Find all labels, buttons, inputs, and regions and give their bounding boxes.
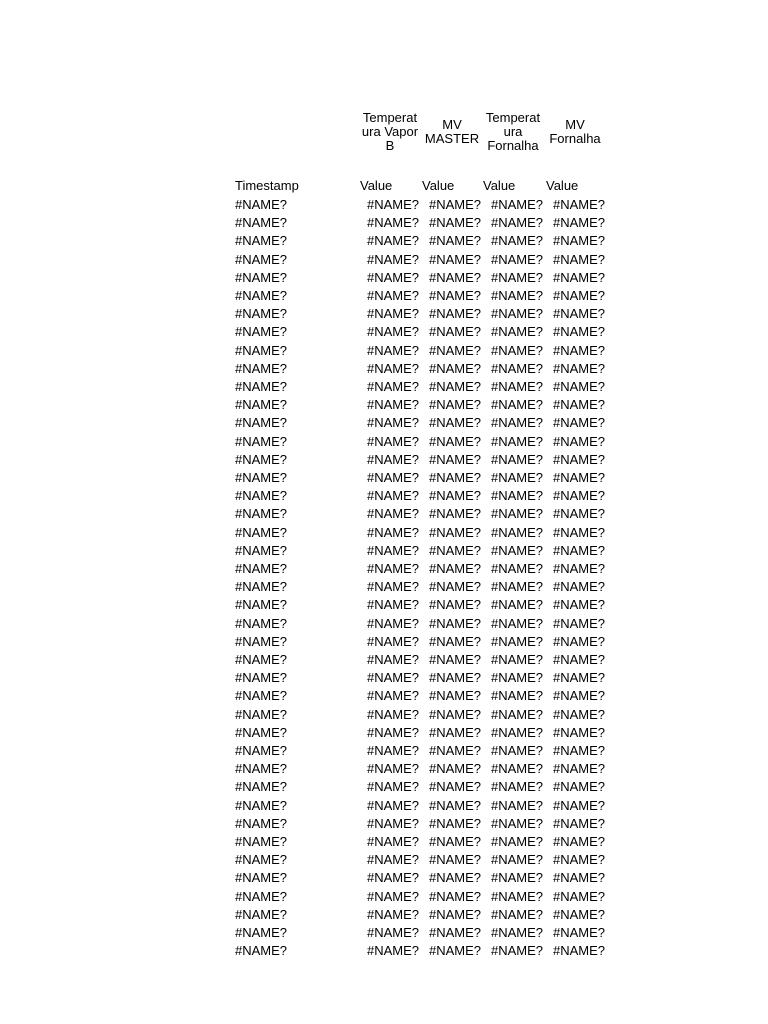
cell-mv-fornalha: #NAME?	[552, 634, 605, 649]
cell-timestamp: #NAME?	[235, 288, 288, 303]
cell-timestamp: #NAME?	[235, 688, 288, 703]
cell-temperatura-vapor-b: #NAME?	[366, 725, 419, 740]
cell-temperatura-vapor-b: #NAME?	[366, 470, 419, 485]
cell-temperatura-fornalha: #NAME?	[490, 397, 543, 412]
cell-mv-master: #NAME?	[428, 361, 481, 376]
cell-timestamp: #NAME?	[235, 725, 288, 740]
cell-timestamp: #NAME?	[235, 597, 288, 612]
cell-temperatura-fornalha: #NAME?	[490, 634, 543, 649]
cell-mv-master: #NAME?	[428, 943, 481, 958]
header-temperatura-fornalha: Temperat ura Fornalha	[485, 110, 541, 153]
cell-temperatura-fornalha: #NAME?	[490, 852, 543, 867]
cell-temperatura-vapor-b: #NAME?	[366, 434, 419, 449]
cell-timestamp: #NAME?	[235, 852, 288, 867]
cell-temperatura-fornalha: #NAME?	[490, 670, 543, 685]
cell-mv-fornalha: #NAME?	[552, 907, 605, 922]
cell-temperatura-fornalha: #NAME?	[490, 907, 543, 922]
cell-mv-fornalha: #NAME?	[552, 597, 605, 612]
cell-mv-fornalha: #NAME?	[552, 506, 605, 521]
cell-temperatura-vapor-b: #NAME?	[366, 525, 419, 540]
cell-temperatura-vapor-b: #NAME?	[366, 306, 419, 321]
cell-mv-fornalha: #NAME?	[552, 197, 605, 212]
cell-mv-fornalha: #NAME?	[552, 798, 605, 813]
cell-timestamp: #NAME?	[235, 834, 288, 849]
cell-mv-master: #NAME?	[428, 870, 481, 885]
cell-temperatura-vapor-b: #NAME?	[366, 889, 419, 904]
cell-mv-fornalha: #NAME?	[552, 488, 605, 503]
cell-temperatura-vapor-b: #NAME?	[366, 634, 419, 649]
cell-temperatura-vapor-b: #NAME?	[366, 579, 419, 594]
cell-mv-fornalha: #NAME?	[552, 270, 605, 285]
cell-mv-fornalha: #NAME?	[552, 379, 605, 394]
cell-temperatura-vapor-b: #NAME?	[366, 415, 419, 430]
cell-timestamp: #NAME?	[235, 561, 288, 576]
cell-temperatura-fornalha: #NAME?	[490, 488, 543, 503]
cell-mv-master: #NAME?	[428, 634, 481, 649]
cell-mv-fornalha: #NAME?	[552, 816, 605, 831]
cell-temperatura-fornalha: #NAME?	[490, 616, 543, 631]
cell-temperatura-fornalha: #NAME?	[490, 361, 543, 376]
cell-mv-master: #NAME?	[428, 616, 481, 631]
cell-timestamp: #NAME?	[235, 579, 288, 594]
cell-timestamp: #NAME?	[235, 252, 288, 267]
cell-mv-master: #NAME?	[428, 707, 481, 722]
subheader-value-d: Value	[483, 178, 516, 193]
cell-timestamp: #NAME?	[235, 415, 288, 430]
cell-temperatura-vapor-b: #NAME?	[366, 452, 419, 467]
cell-temperatura-fornalha: #NAME?	[490, 470, 543, 485]
cell-temperatura-fornalha: #NAME?	[490, 798, 543, 813]
subheader-value-c: Value	[422, 178, 455, 193]
cell-timestamp: #NAME?	[235, 761, 288, 776]
cell-mv-master: #NAME?	[428, 233, 481, 248]
cell-mv-fornalha: #NAME?	[552, 561, 605, 576]
cell-temperatura-fornalha: #NAME?	[490, 834, 543, 849]
cell-timestamp: #NAME?	[235, 798, 288, 813]
cell-timestamp: #NAME?	[235, 452, 288, 467]
cell-temperatura-fornalha: #NAME?	[490, 925, 543, 940]
cell-temperatura-vapor-b: #NAME?	[366, 925, 419, 940]
cell-temperatura-fornalha: #NAME?	[490, 725, 543, 740]
cell-temperatura-fornalha: #NAME?	[490, 306, 543, 321]
cell-temperatura-vapor-b: #NAME?	[366, 543, 419, 558]
cell-mv-master: #NAME?	[428, 488, 481, 503]
cell-mv-master: #NAME?	[428, 579, 481, 594]
cell-timestamp: #NAME?	[235, 816, 288, 831]
cell-mv-master: #NAME?	[428, 397, 481, 412]
cell-mv-master: #NAME?	[428, 670, 481, 685]
cell-mv-fornalha: #NAME?	[552, 324, 605, 339]
cell-temperatura-fornalha: #NAME?	[490, 506, 543, 521]
cell-timestamp: #NAME?	[235, 743, 288, 758]
cell-timestamp: #NAME?	[235, 215, 288, 230]
cell-mv-master: #NAME?	[428, 852, 481, 867]
cell-temperatura-vapor-b: #NAME?	[366, 743, 419, 758]
cell-temperatura-vapor-b: #NAME?	[366, 343, 419, 358]
subheader-value-e: Value	[546, 178, 579, 193]
cell-timestamp: #NAME?	[235, 506, 288, 521]
cell-temperatura-vapor-b: #NAME?	[366, 761, 419, 776]
cell-temperatura-fornalha: #NAME?	[490, 288, 543, 303]
cell-mv-fornalha: #NAME?	[552, 852, 605, 867]
cell-timestamp: #NAME?	[235, 233, 288, 248]
cell-timestamp: #NAME?	[235, 616, 288, 631]
cell-mv-master: #NAME?	[428, 506, 481, 521]
cell-timestamp: #NAME?	[235, 306, 288, 321]
cell-mv-master: #NAME?	[428, 652, 481, 667]
header-temperatura-vapor-b: Temperat ura Vapor B	[361, 110, 419, 153]
cell-timestamp: #NAME?	[235, 470, 288, 485]
cell-temperatura-vapor-b: #NAME?	[366, 488, 419, 503]
cell-mv-master: #NAME?	[428, 197, 481, 212]
cell-temperatura-fornalha: #NAME?	[490, 379, 543, 394]
cell-temperatura-vapor-b: #NAME?	[366, 233, 419, 248]
cell-mv-master: #NAME?	[428, 215, 481, 230]
cell-temperatura-vapor-b: #NAME?	[366, 215, 419, 230]
cell-mv-fornalha: #NAME?	[552, 525, 605, 540]
cell-temperatura-fornalha: #NAME?	[490, 324, 543, 339]
cell-timestamp: #NAME?	[235, 525, 288, 540]
cell-mv-fornalha: #NAME?	[552, 543, 605, 558]
cell-temperatura-vapor-b: #NAME?	[366, 834, 419, 849]
cell-temperatura-vapor-b: #NAME?	[366, 707, 419, 722]
cell-mv-fornalha: #NAME?	[552, 452, 605, 467]
cell-timestamp: #NAME?	[235, 870, 288, 885]
cell-temperatura-vapor-b: #NAME?	[366, 270, 419, 285]
cell-temperatura-fornalha: #NAME?	[490, 816, 543, 831]
cell-mv-master: #NAME?	[428, 452, 481, 467]
cell-mv-master: #NAME?	[428, 543, 481, 558]
cell-temperatura-fornalha: #NAME?	[490, 579, 543, 594]
cell-mv-master: #NAME?	[428, 761, 481, 776]
cell-timestamp: #NAME?	[235, 907, 288, 922]
cell-mv-fornalha: #NAME?	[552, 943, 605, 958]
cell-temperatura-fornalha: #NAME?	[490, 943, 543, 958]
cell-mv-fornalha: #NAME?	[552, 834, 605, 849]
cell-mv-master: #NAME?	[428, 834, 481, 849]
cell-mv-master: #NAME?	[428, 816, 481, 831]
cell-temperatura-vapor-b: #NAME?	[366, 616, 419, 631]
cell-temperatura-fornalha: #NAME?	[490, 343, 543, 358]
cell-temperatura-vapor-b: #NAME?	[366, 252, 419, 267]
cell-mv-master: #NAME?	[428, 288, 481, 303]
cell-temperatura-fornalha: #NAME?	[490, 434, 543, 449]
cell-timestamp: #NAME?	[235, 543, 288, 558]
cell-temperatura-fornalha: #NAME?	[490, 415, 543, 430]
cell-mv-master: #NAME?	[428, 470, 481, 485]
cell-mv-master: #NAME?	[428, 725, 481, 740]
cell-mv-master: #NAME?	[428, 907, 481, 922]
cell-mv-fornalha: #NAME?	[552, 616, 605, 631]
cell-timestamp: #NAME?	[235, 379, 288, 394]
cell-temperatura-vapor-b: #NAME?	[366, 907, 419, 922]
cell-timestamp: #NAME?	[235, 434, 288, 449]
subheader-timestamp: Timestamp	[235, 178, 299, 193]
cell-temperatura-fornalha: #NAME?	[490, 652, 543, 667]
cell-timestamp: #NAME?	[235, 707, 288, 722]
cell-temperatura-fornalha: #NAME?	[490, 233, 543, 248]
cell-mv-fornalha: #NAME?	[552, 707, 605, 722]
cell-mv-fornalha: #NAME?	[552, 361, 605, 376]
cell-temperatura-vapor-b: #NAME?	[366, 943, 419, 958]
cell-temperatura-fornalha: #NAME?	[490, 707, 543, 722]
cell-mv-fornalha: #NAME?	[552, 725, 605, 740]
cell-mv-fornalha: #NAME?	[552, 670, 605, 685]
cell-mv-master: #NAME?	[428, 343, 481, 358]
cell-temperatura-vapor-b: #NAME?	[366, 816, 419, 831]
cell-temperatura-fornalha: #NAME?	[490, 779, 543, 794]
cell-temperatura-fornalha: #NAME?	[490, 525, 543, 540]
cell-timestamp: #NAME?	[235, 943, 288, 958]
cell-mv-fornalha: #NAME?	[552, 652, 605, 667]
cell-mv-master: #NAME?	[428, 252, 481, 267]
cell-timestamp: #NAME?	[235, 361, 288, 376]
cell-temperatura-fornalha: #NAME?	[490, 870, 543, 885]
cell-temperatura-fornalha: #NAME?	[490, 561, 543, 576]
cell-mv-fornalha: #NAME?	[552, 215, 605, 230]
cell-temperatura-vapor-b: #NAME?	[366, 688, 419, 703]
cell-timestamp: #NAME?	[235, 925, 288, 940]
cell-mv-fornalha: #NAME?	[552, 434, 605, 449]
cell-mv-master: #NAME?	[428, 306, 481, 321]
cell-timestamp: #NAME?	[235, 488, 288, 503]
cell-temperatura-fornalha: #NAME?	[490, 761, 543, 776]
cell-timestamp: #NAME?	[235, 397, 288, 412]
cell-temperatura-fornalha: #NAME?	[490, 452, 543, 467]
cell-mv-fornalha: #NAME?	[552, 779, 605, 794]
header-mv-fornalha: MV Fornalha	[549, 117, 601, 146]
cell-temperatura-fornalha: #NAME?	[490, 743, 543, 758]
cell-temperatura-vapor-b: #NAME?	[366, 361, 419, 376]
subheader-value-b: Value	[360, 178, 393, 193]
cell-temperatura-vapor-b: #NAME?	[366, 506, 419, 521]
cell-temperatura-vapor-b: #NAME?	[366, 288, 419, 303]
cell-timestamp: #NAME?	[235, 343, 288, 358]
cell-timestamp: #NAME?	[235, 652, 288, 667]
cell-mv-fornalha: #NAME?	[552, 470, 605, 485]
cell-temperatura-vapor-b: #NAME?	[366, 397, 419, 412]
cell-temperatura-fornalha: #NAME?	[490, 543, 543, 558]
cell-mv-master: #NAME?	[428, 415, 481, 430]
cell-mv-master: #NAME?	[428, 798, 481, 813]
cell-temperatura-vapor-b: #NAME?	[366, 779, 419, 794]
cell-temperatura-fornalha: #NAME?	[490, 688, 543, 703]
cell-mv-fornalha: #NAME?	[552, 870, 605, 885]
cell-temperatura-vapor-b: #NAME?	[366, 197, 419, 212]
cell-mv-master: #NAME?	[428, 925, 481, 940]
cell-mv-master: #NAME?	[428, 597, 481, 612]
cell-mv-fornalha: #NAME?	[552, 761, 605, 776]
cell-temperatura-fornalha: #NAME?	[490, 197, 543, 212]
cell-temperatura-fornalha: #NAME?	[490, 215, 543, 230]
cell-temperatura-vapor-b: #NAME?	[366, 597, 419, 612]
cell-mv-master: #NAME?	[428, 324, 481, 339]
cell-mv-master: #NAME?	[428, 561, 481, 576]
cell-mv-fornalha: #NAME?	[552, 889, 605, 904]
cell-temperatura-vapor-b: #NAME?	[366, 652, 419, 667]
cell-temperatura-fornalha: #NAME?	[490, 889, 543, 904]
cell-temperatura-fornalha: #NAME?	[490, 252, 543, 267]
header-mv-master: MV MASTER	[424, 117, 480, 146]
cell-mv-fornalha: #NAME?	[552, 397, 605, 412]
cell-temperatura-vapor-b: #NAME?	[366, 561, 419, 576]
cell-mv-master: #NAME?	[428, 688, 481, 703]
cell-temperatura-vapor-b: #NAME?	[366, 379, 419, 394]
cell-mv-fornalha: #NAME?	[552, 288, 605, 303]
cell-mv-master: #NAME?	[428, 889, 481, 904]
cell-temperatura-vapor-b: #NAME?	[366, 324, 419, 339]
cell-mv-fornalha: #NAME?	[552, 925, 605, 940]
cell-temperatura-fornalha: #NAME?	[490, 270, 543, 285]
cell-mv-master: #NAME?	[428, 743, 481, 758]
cell-mv-master: #NAME?	[428, 779, 481, 794]
cell-mv-fornalha: #NAME?	[552, 415, 605, 430]
cell-timestamp: #NAME?	[235, 670, 288, 685]
cell-mv-master: #NAME?	[428, 525, 481, 540]
cell-timestamp: #NAME?	[235, 197, 288, 212]
cell-mv-fornalha: #NAME?	[552, 306, 605, 321]
cell-timestamp: #NAME?	[235, 324, 288, 339]
cell-timestamp: #NAME?	[235, 270, 288, 285]
cell-mv-fornalha: #NAME?	[552, 688, 605, 703]
cell-mv-fornalha: #NAME?	[552, 252, 605, 267]
cell-mv-fornalha: #NAME?	[552, 343, 605, 358]
cell-timestamp: #NAME?	[235, 779, 288, 794]
cell-mv-fornalha: #NAME?	[552, 743, 605, 758]
cell-mv-fornalha: #NAME?	[552, 233, 605, 248]
cell-temperatura-vapor-b: #NAME?	[366, 870, 419, 885]
cell-mv-master: #NAME?	[428, 270, 481, 285]
cell-mv-master: #NAME?	[428, 379, 481, 394]
cell-temperatura-vapor-b: #NAME?	[366, 798, 419, 813]
cell-temperatura-vapor-b: #NAME?	[366, 670, 419, 685]
cell-temperatura-fornalha: #NAME?	[490, 597, 543, 612]
cell-temperatura-vapor-b: #NAME?	[366, 852, 419, 867]
cell-mv-master: #NAME?	[428, 434, 481, 449]
cell-timestamp: #NAME?	[235, 634, 288, 649]
cell-mv-fornalha: #NAME?	[552, 579, 605, 594]
cell-timestamp: #NAME?	[235, 889, 288, 904]
